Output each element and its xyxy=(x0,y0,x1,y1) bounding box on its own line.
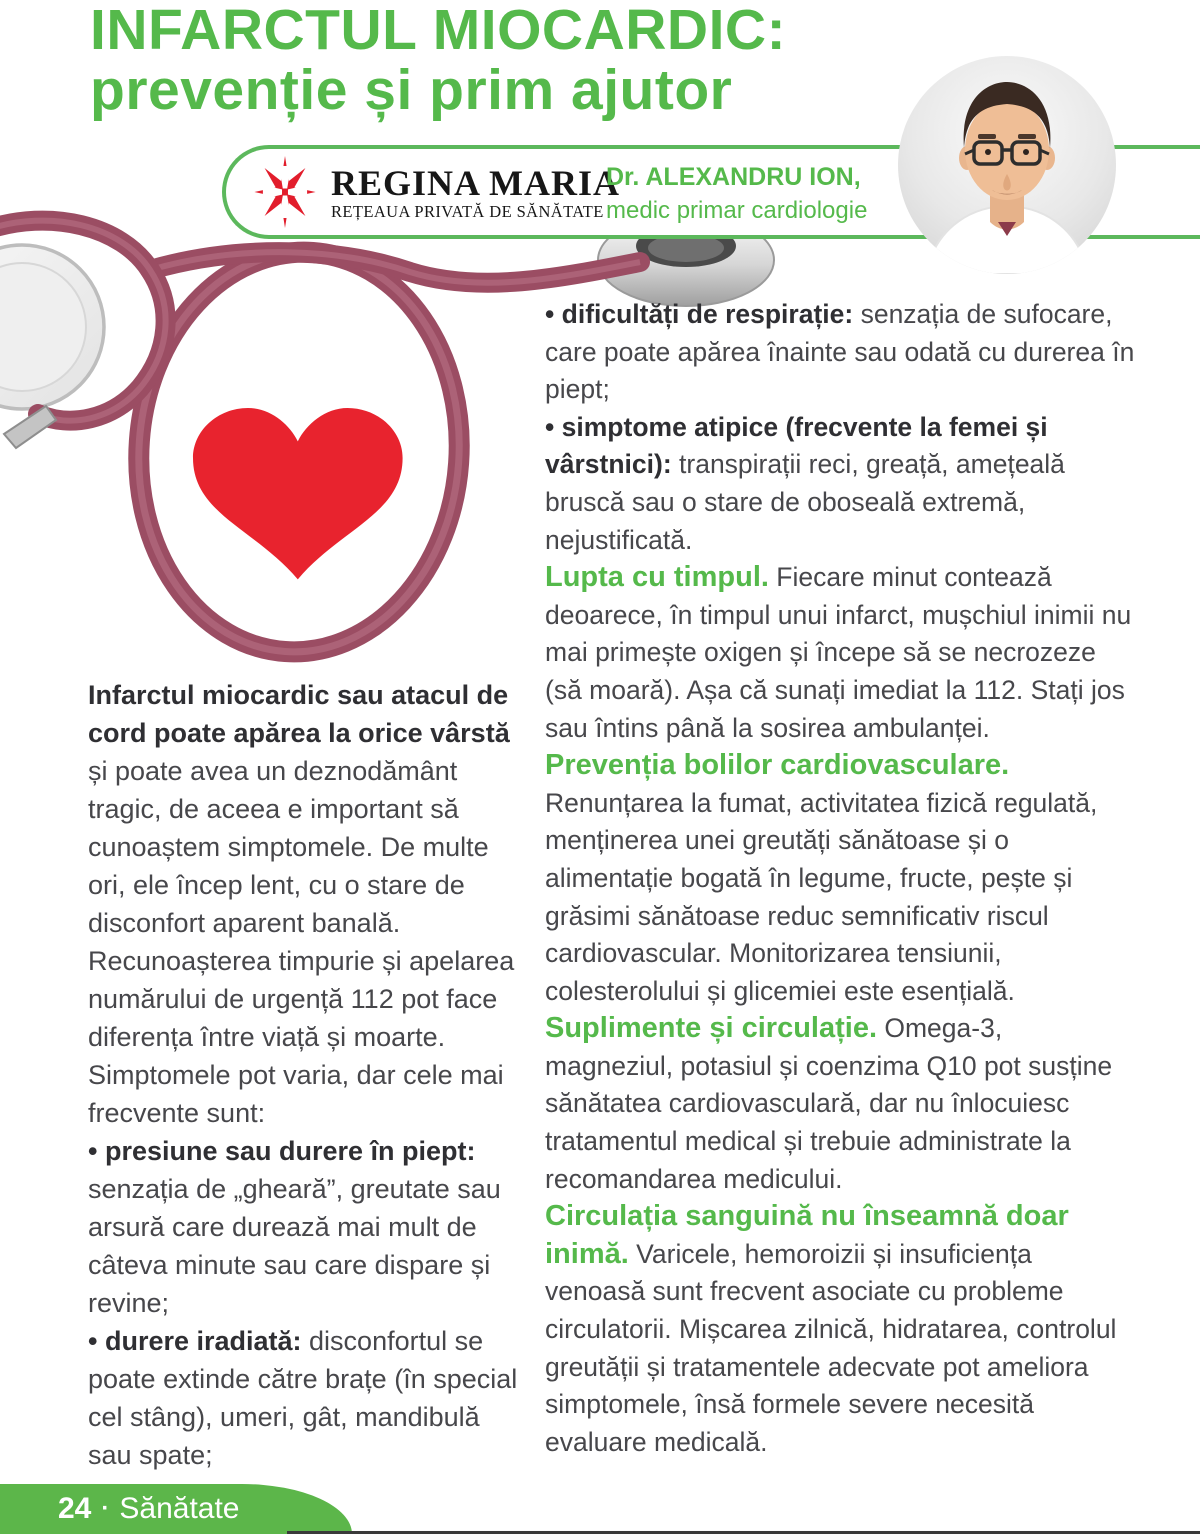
intro-lead: Infarctul miocardic sau atacul de cord poate apărea la orice vârstă xyxy=(88,680,510,748)
footer-section-label: Sănătate xyxy=(119,1492,240,1525)
heart-icon xyxy=(193,408,403,579)
section-heading: Lupta cu timpul. xyxy=(545,561,769,594)
intro-text: și poate avea un deznodământ tragic, de aceea e important să cunoaștem simptomele. De multe ori, ele încep lent, cu o stare de disconfort aparent banală. Recunoașterea timpurie și apelarea numărului de urgență 112 pot face diferența între viață și moarte. Simptomele pot varia, dar cele mai frecvente sunt: xyxy=(88,756,515,1128)
bullet-lead: • simptome atipice (frecvente la femei și vârstnici): xyxy=(545,411,1048,480)
page-title xyxy=(90,0,786,120)
section-text: Omega-3, magneziul, potasiul și coenzima Q10 pot susține sănătatea cardiovasculară, dar nu înlocuiesc tratamentul medical și trebuie administrate la recomandarea medicului. xyxy=(545,1013,1113,1194)
logo-text xyxy=(331,164,620,221)
bullet-lead: • dificultăți de respirație: xyxy=(545,299,854,329)
section-text: Varicele, hemoroizii și insuficiența venoasă sunt frecvent asociate cu probleme circulatorii. Mișcarea zilnică, hidratarea, controlul greutății și tratamentele adecvate pot ameliora simptomele, însă formele severe necesită evaluare medicală. xyxy=(545,1238,1117,1457)
section-heading: Suplimente și circulație. xyxy=(545,1012,877,1045)
doctor-portrait-illustration xyxy=(898,56,1116,274)
regina-maria-star-icon xyxy=(254,156,316,228)
doctor-credit xyxy=(606,161,867,227)
footer-text xyxy=(58,1492,239,1526)
bullet-text: senzația de sufocare, care poate apărea înainte sau odată cu durerea în piept; xyxy=(545,299,1135,405)
logo-name: REGINA MARIA xyxy=(331,162,621,203)
footer-badge xyxy=(0,1484,352,1534)
logo-tagline: REȚEAUA PRIVATĂ DE SĂNĂTATE xyxy=(331,201,604,221)
section-paragraph xyxy=(545,1198,1135,1461)
doctor-specialty: medic primar cardiologie xyxy=(606,197,868,224)
section-paragraph xyxy=(545,1010,1135,1198)
title-line-2: prevenție și prim ajutor xyxy=(90,58,733,122)
section-paragraph xyxy=(545,559,1135,747)
section-paragraph xyxy=(545,747,1135,1010)
bullet-lead: • presiune sau durere în piept: xyxy=(88,1136,476,1166)
article-right-column xyxy=(545,296,1135,1461)
chestpiece-left-icon xyxy=(0,245,104,409)
section-text: Renunțarea la fumat, activitatea fizică regulată, menținerea unei greutăți sănătoase și o alimentație bogată în legume, fructe, pește și grăsimi sănătoase reduc semnificativ riscul cardiovascular. Monitorizarea tensiunii, colesterolului și glicemiei este esențială. xyxy=(545,787,1098,1006)
doctor-photo xyxy=(898,56,1116,274)
section-text: Fiecare minut contează deoarece, în timpul unui infarct, mușchiul inimii nu mai primește oxigen și începe să se necrozeze (să moară). Așa că sunați imediat la 112. Stați jos sau întins până la sosirea ambulanței. xyxy=(545,562,1132,743)
bullet-text: transpirații reci, greață, amețeală bruscă sau o stare de oboseală extremă, nejustificată. xyxy=(545,449,1065,555)
bullet-text: senzația de „gheară”, greutate sau arsură care durează mai mult de câteva minute sau care dispare și revine; xyxy=(88,1174,501,1318)
section-heading: Prevenția bolilor cardiovasculare. xyxy=(545,749,1010,782)
doctor-name: Dr. ALEXANDRU ION, xyxy=(606,163,861,191)
bullet-text: disconfortul se poate extinde către brațe (în special cel stâng), umeri, gât, mandibulă sau spate; xyxy=(88,1326,518,1470)
regina-maria-logo xyxy=(254,156,620,228)
footer-page-number: 24 xyxy=(58,1492,92,1525)
section-heading: Circulația sanguină nu înseamnă doar inimă. xyxy=(545,1200,1069,1270)
bullet-item xyxy=(88,1322,526,1474)
bullet-item xyxy=(545,409,1135,559)
article-intro xyxy=(88,676,526,1132)
bullet-lead: • durere iradiată: xyxy=(88,1326,302,1356)
bullet-item xyxy=(88,1132,526,1322)
title-line-1: INFARCTUL MIOCARDIC: xyxy=(90,0,787,62)
article-left-column xyxy=(88,676,526,1474)
footer-separator: · xyxy=(101,1495,110,1522)
bullet-item xyxy=(545,296,1135,409)
